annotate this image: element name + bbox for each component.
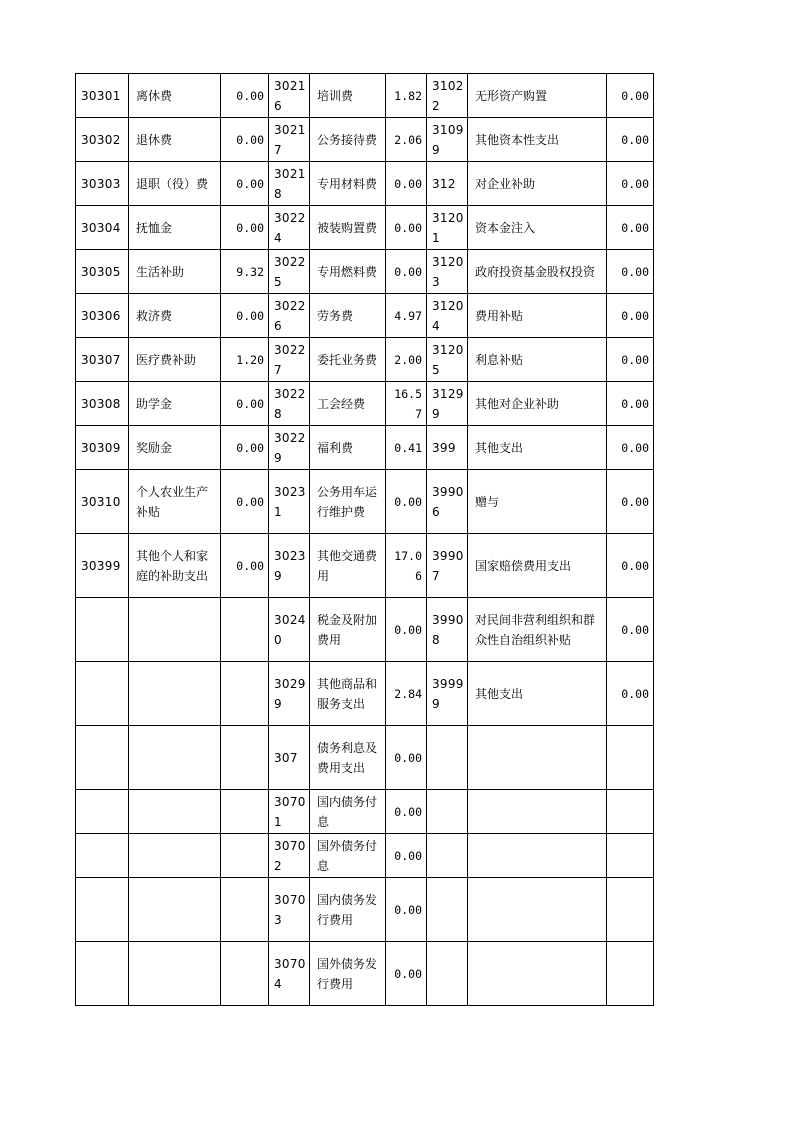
econ-name-1: 退休费 — [129, 118, 221, 162]
amount-2: 0.00 — [386, 206, 427, 250]
econ-code-3: 31204 — [427, 294, 468, 338]
table-row — [76, 534, 654, 598]
econ-code-2: 30216 — [269, 74, 310, 118]
econ-code-3: 39907 — [427, 534, 468, 598]
amount-1: 0.00 — [221, 74, 269, 118]
econ-code-2: 30227 — [269, 338, 310, 382]
econ-code-3: 39906 — [427, 470, 468, 534]
amount-2: 16.57 — [386, 382, 427, 426]
amount-3: 0.00 — [607, 662, 654, 726]
table-row — [76, 834, 654, 878]
econ-code-2: 30231 — [269, 470, 310, 534]
econ-name-3 — [468, 834, 607, 878]
econ-name-1: 救济费 — [129, 294, 221, 338]
econ-code-1 — [76, 942, 129, 1006]
econ-code-2: 30701 — [269, 790, 310, 834]
table-row — [76, 942, 654, 1006]
econ-code-1 — [76, 790, 129, 834]
amount-3: 0.00 — [607, 250, 654, 294]
econ-name-2: 福利费 — [310, 426, 386, 470]
econ-code-2: 30703 — [269, 878, 310, 942]
econ-code-2: 30704 — [269, 942, 310, 1006]
table-row — [76, 662, 654, 726]
amount-1: 0.00 — [221, 162, 269, 206]
table-row — [76, 250, 654, 294]
amount-3: 0.00 — [607, 118, 654, 162]
econ-code-2: 30226 — [269, 294, 310, 338]
econ-code-3 — [427, 834, 468, 878]
econ-name-2: 其他交通费用 — [310, 534, 386, 598]
econ-code-2: 30240 — [269, 598, 310, 662]
table-row — [76, 74, 654, 118]
econ-code-1: 30310 — [76, 470, 129, 534]
econ-name-3: 对民间非营利组织和群众性自治组织补贴 — [468, 598, 607, 662]
econ-name-3: 资本金注入 — [468, 206, 607, 250]
econ-code-3: 31022 — [427, 74, 468, 118]
econ-name-3 — [468, 942, 607, 1006]
econ-name-1 — [129, 942, 221, 1006]
econ-code-2: 30225 — [269, 250, 310, 294]
amount-1: 0.00 — [221, 470, 269, 534]
econ-code-1: 30301 — [76, 74, 129, 118]
table-row — [76, 726, 654, 790]
amount-3: 0.00 — [607, 598, 654, 662]
amount-3: 0.00 — [607, 74, 654, 118]
econ-code-1 — [76, 834, 129, 878]
econ-code-3 — [427, 790, 468, 834]
amount-1 — [221, 942, 269, 1006]
econ-code-3: 31201 — [427, 206, 468, 250]
econ-name-1 — [129, 662, 221, 726]
table-row — [76, 878, 654, 942]
table-row — [76, 118, 654, 162]
econ-name-1 — [129, 726, 221, 790]
amount-1 — [221, 726, 269, 790]
econ-code-1 — [76, 726, 129, 790]
econ-name-1 — [129, 790, 221, 834]
econ-code-1: 30305 — [76, 250, 129, 294]
table-row — [76, 470, 654, 534]
econ-code-1 — [76, 878, 129, 942]
econ-name-2: 国内债务付息 — [310, 790, 386, 834]
amount-1: 0.00 — [221, 382, 269, 426]
amount-3: 0.00 — [607, 426, 654, 470]
econ-code-2: 30239 — [269, 534, 310, 598]
amount-3: 0.00 — [607, 470, 654, 534]
econ-code-3: 39908 — [427, 598, 468, 662]
econ-name-1: 生活补助 — [129, 250, 221, 294]
amount-1: 0.00 — [221, 294, 269, 338]
econ-name-1: 退职（役）费 — [129, 162, 221, 206]
econ-name-2: 债务利息及费用支出 — [310, 726, 386, 790]
econ-code-1 — [76, 662, 129, 726]
amount-2: 0.00 — [386, 878, 427, 942]
amount-1: 1.20 — [221, 338, 269, 382]
econ-name-3 — [468, 726, 607, 790]
amount-3 — [607, 942, 654, 1006]
econ-code-3: 399 — [427, 426, 468, 470]
econ-name-1: 医疗费补助 — [129, 338, 221, 382]
econ-name-2: 被装购置费 — [310, 206, 386, 250]
econ-name-2: 委托业务费 — [310, 338, 386, 382]
econ-name-3: 其他支出 — [468, 662, 607, 726]
econ-name-3: 利息补贴 — [468, 338, 607, 382]
econ-name-3: 国家赔偿费用支出 — [468, 534, 607, 598]
table-row — [76, 382, 654, 426]
amount-3: 0.00 — [607, 294, 654, 338]
econ-name-3: 其他对企业补助 — [468, 382, 607, 426]
econ-name-2: 国内债务发行费用 — [310, 878, 386, 942]
econ-name-2: 公务接待费 — [310, 118, 386, 162]
table-row — [76, 598, 654, 662]
amount-3: 0.00 — [607, 206, 654, 250]
table-row — [76, 294, 654, 338]
econ-name-1: 其他个人和家庭的补助支出 — [129, 534, 221, 598]
econ-code-3: 312 — [427, 162, 468, 206]
econ-name-3: 对企业补助 — [468, 162, 607, 206]
amount-2: 0.00 — [386, 834, 427, 878]
econ-name-2: 工会经费 — [310, 382, 386, 426]
econ-name-1 — [129, 878, 221, 942]
amount-2: 1.82 — [386, 74, 427, 118]
amount-1 — [221, 790, 269, 834]
econ-name-1: 抚恤金 — [129, 206, 221, 250]
econ-name-1: 个人农业生产补贴 — [129, 470, 221, 534]
econ-code-1: 30303 — [76, 162, 129, 206]
amount-2: 4.97 — [386, 294, 427, 338]
econ-name-3 — [468, 878, 607, 942]
econ-code-3: 31299 — [427, 382, 468, 426]
amount-2: 0.41 — [386, 426, 427, 470]
amount-2: 2.84 — [386, 662, 427, 726]
econ-name-2: 国外债务付息 — [310, 834, 386, 878]
table-body — [76, 74, 654, 1006]
amount-2: 17.06 — [386, 534, 427, 598]
table-row — [76, 338, 654, 382]
amount-1: 0.00 — [221, 534, 269, 598]
amount-2: 2.06 — [386, 118, 427, 162]
econ-code-1: 30304 — [76, 206, 129, 250]
table-row — [76, 206, 654, 250]
econ-name-2: 劳务费 — [310, 294, 386, 338]
econ-code-1: 30307 — [76, 338, 129, 382]
econ-name-2: 国外债务发行费用 — [310, 942, 386, 1006]
econ-name-3: 费用补贴 — [468, 294, 607, 338]
amount-3: 0.00 — [607, 534, 654, 598]
expenditure-table — [75, 73, 654, 1006]
econ-name-1 — [129, 834, 221, 878]
econ-name-1: 奖励金 — [129, 426, 221, 470]
econ-code-3: 39999 — [427, 662, 468, 726]
econ-code-1 — [76, 598, 129, 662]
econ-code-2: 30217 — [269, 118, 310, 162]
econ-code-1: 30308 — [76, 382, 129, 426]
amount-2: 0.00 — [386, 942, 427, 1006]
amount-3 — [607, 790, 654, 834]
econ-name-2: 其他商品和服务支出 — [310, 662, 386, 726]
amount-2: 0.00 — [386, 598, 427, 662]
econ-name-1: 助学金 — [129, 382, 221, 426]
econ-code-3 — [427, 726, 468, 790]
amount-3 — [607, 834, 654, 878]
econ-name-1 — [129, 598, 221, 662]
econ-code-2: 30299 — [269, 662, 310, 726]
econ-name-2: 专用燃料费 — [310, 250, 386, 294]
table-row — [76, 426, 654, 470]
amount-3 — [607, 878, 654, 942]
amount-3 — [607, 726, 654, 790]
amount-2: 0.00 — [386, 250, 427, 294]
table-row — [76, 162, 654, 206]
econ-name-3 — [468, 790, 607, 834]
econ-name-3: 其他资本性支出 — [468, 118, 607, 162]
econ-name-2: 公务用车运行维护费 — [310, 470, 386, 534]
econ-code-3: 31203 — [427, 250, 468, 294]
econ-code-2: 30218 — [269, 162, 310, 206]
amount-2: 2.00 — [386, 338, 427, 382]
econ-code-3 — [427, 878, 468, 942]
econ-code-3: 31099 — [427, 118, 468, 162]
amount-2: 0.00 — [386, 470, 427, 534]
econ-name-3: 政府投资基金股权投资 — [468, 250, 607, 294]
econ-code-2: 30228 — [269, 382, 310, 426]
econ-code-1: 30306 — [76, 294, 129, 338]
amount-1: 0.00 — [221, 206, 269, 250]
amount-3: 0.00 — [607, 338, 654, 382]
amount-1: 9.32 — [221, 250, 269, 294]
econ-code-1: 30309 — [76, 426, 129, 470]
amount-3: 0.00 — [607, 382, 654, 426]
amount-1 — [221, 878, 269, 942]
econ-code-2: 30702 — [269, 834, 310, 878]
econ-code-1: 30302 — [76, 118, 129, 162]
amount-1 — [221, 662, 269, 726]
econ-code-2: 30229 — [269, 426, 310, 470]
amount-2: 0.00 — [386, 162, 427, 206]
econ-code-1: 30399 — [76, 534, 129, 598]
econ-name-3: 赠与 — [468, 470, 607, 534]
amount-2: 0.00 — [386, 790, 427, 834]
econ-name-2: 培训费 — [310, 74, 386, 118]
econ-code-3: 31205 — [427, 338, 468, 382]
econ-code-3 — [427, 942, 468, 1006]
econ-name-2: 税金及附加费用 — [310, 598, 386, 662]
amount-1 — [221, 834, 269, 878]
table-row — [76, 790, 654, 834]
econ-code-2: 30224 — [269, 206, 310, 250]
econ-code-2: 307 — [269, 726, 310, 790]
econ-name-3: 无形资产购置 — [468, 74, 607, 118]
amount-1 — [221, 598, 269, 662]
amount-2: 0.00 — [386, 726, 427, 790]
econ-name-3: 其他支出 — [468, 426, 607, 470]
econ-name-1: 离休费 — [129, 74, 221, 118]
econ-name-2: 专用材料费 — [310, 162, 386, 206]
amount-1: 0.00 — [221, 118, 269, 162]
amount-3: 0.00 — [607, 162, 654, 206]
amount-1: 0.00 — [221, 426, 269, 470]
